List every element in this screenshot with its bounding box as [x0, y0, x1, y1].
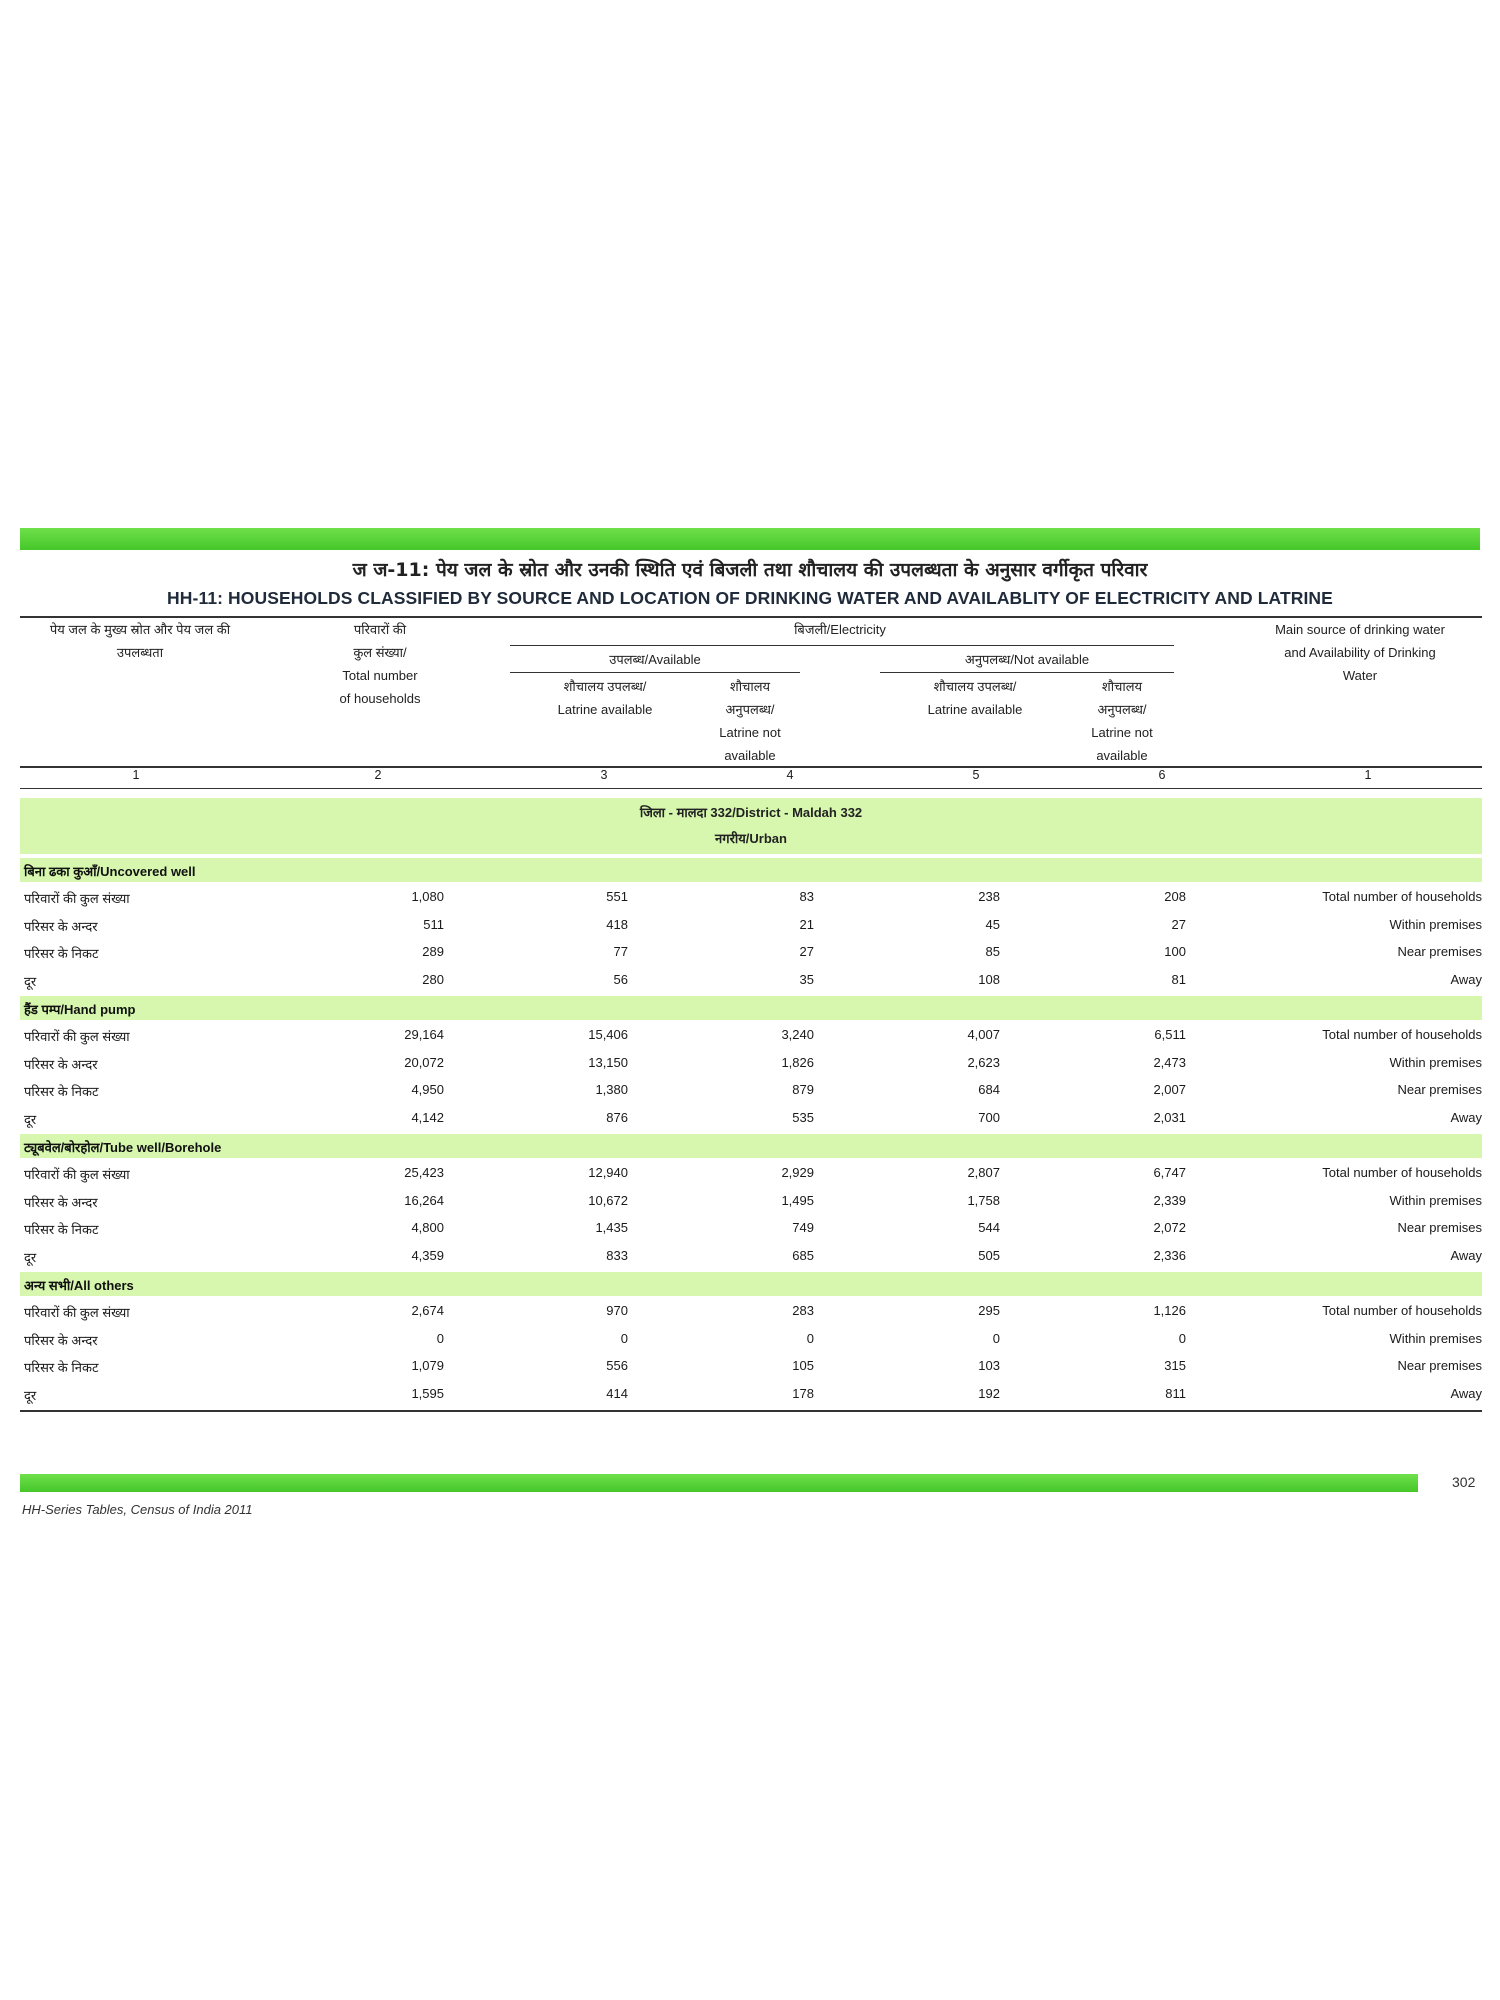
table-cell: 970 [606, 1303, 628, 1318]
row-label-english: Within premises [1389, 1330, 1482, 1346]
table-cell: 178 [792, 1385, 814, 1401]
row-label-hindi: दूर [24, 1387, 37, 1403]
table-cell: 833 [606, 1247, 628, 1263]
table-cell: 1,435 [595, 1220, 628, 1235]
table-cell: 108 [978, 971, 1000, 987]
table-cell: 1,126 [1153, 1303, 1186, 1318]
table-row [20, 1326, 1482, 1354]
section-title: हैंड पम्प/Hand pump [24, 1002, 136, 1017]
area-title: नगरीय/Urban [715, 831, 787, 846]
table-row [20, 1050, 1482, 1078]
table-cell: 4,950 [411, 1082, 444, 1097]
table-cell: 192 [978, 1385, 1000, 1401]
row-label-english: Away [1450, 1109, 1482, 1125]
row-label-hindi: परिवारों की कुल संख्या [24, 1305, 130, 1320]
table-cell: 0 [806, 1330, 814, 1346]
table-cell: 85 [985, 944, 1000, 959]
table-cell: 1,079 [411, 1358, 444, 1373]
available-rule [510, 672, 800, 673]
table-cell: 77 [613, 944, 628, 959]
row-label-hindi: परिवारों की कुल संख्या [24, 891, 130, 906]
section-band [20, 1272, 1482, 1296]
row-label-hindi: दूर [24, 1111, 37, 1127]
header-col5: शौचालय उपलब्ध/ Latrine available [927, 679, 1023, 717]
table-row [20, 1381, 1482, 1409]
row-label-english: Total number of households [1322, 889, 1482, 904]
table-cell: 13,150 [588, 1054, 628, 1070]
table-cell: 511 [423, 916, 444, 932]
table-cell: 3,240 [781, 1027, 814, 1042]
table-title-english: HH-11: HOUSEHOLDS CLASSIFIED BY SOURCE AND LOCATION OF DRINKING WATER AND AVAILABLITY OF ELECTRICITY AND LATRINE [167, 588, 1333, 608]
col-number: 1 [132, 768, 140, 782]
table-cell: 2,072 [1153, 1220, 1186, 1235]
table-row [20, 1105, 1482, 1133]
section-band [20, 996, 1482, 1020]
section-title: बिना ढका कुआँ/Uncovered well [24, 864, 196, 879]
table-cell: 556 [606, 1358, 628, 1373]
table-cell: 685 [792, 1247, 814, 1263]
col-number: 4 [786, 768, 794, 782]
top-green-bar [20, 528, 1480, 550]
table-cell: 1,495 [781, 1192, 814, 1208]
table-cell: 27 [799, 944, 814, 959]
table-cell: 1,080 [411, 889, 444, 904]
col-number: 1 [1364, 768, 1372, 782]
table-cell: 2,807 [967, 1165, 1000, 1180]
table-cell: 700 [978, 1109, 1000, 1125]
table-row [20, 1353, 1482, 1381]
table-cell: 25,423 [404, 1165, 444, 1180]
table-cell: 81 [1171, 971, 1186, 987]
table-cell: 35 [799, 971, 814, 987]
table-cell: 1,758 [967, 1192, 1000, 1208]
header-available: उपलब्ध/Available [609, 652, 701, 667]
table-row [20, 1188, 1482, 1216]
table-bottom-rule [20, 1410, 1482, 1412]
table-cell: 56 [613, 971, 628, 987]
header-col-last: Main source of drinking water and Availability of Drinking Water [1275, 622, 1445, 683]
table-cell: 6,747 [1153, 1165, 1186, 1180]
row-label-english: Total number of households [1322, 1165, 1482, 1180]
not-available-rule [880, 672, 1174, 673]
section-band [20, 858, 1482, 882]
row-label-english: Total number of households [1322, 1027, 1482, 1042]
table-cell: 2,929 [781, 1165, 814, 1180]
section-title: ट्यूबवेल/बोरहोल/Tube well/Borehole [24, 1140, 222, 1155]
table-row [20, 1160, 1482, 1188]
table-cell: 2,623 [967, 1054, 1000, 1070]
section-title: अन्य सभी/All others [24, 1278, 134, 1293]
bottom-green-bar [20, 1474, 1418, 1492]
row-label-hindi: दूर [24, 973, 37, 989]
row-label-english: Within premises [1389, 916, 1482, 932]
table-cell: 535 [792, 1109, 814, 1125]
table-cell: 0 [992, 1330, 1000, 1346]
row-label-hindi: परिवारों की कुल संख्या [24, 1167, 130, 1182]
row-label-hindi: दूर [24, 1249, 37, 1265]
section-band [20, 1134, 1482, 1158]
table-cell: 2,336 [1153, 1247, 1186, 1263]
row-label-english: Near premises [1397, 1358, 1482, 1373]
row-label-english: Within premises [1389, 1192, 1482, 1208]
table-cell: 2,674 [411, 1303, 444, 1318]
page-number: 302 [1452, 1474, 1476, 1490]
row-label-english: Away [1450, 1385, 1482, 1401]
col-number: 2 [374, 768, 382, 782]
table-cell: 100 [1164, 944, 1186, 959]
header-bottom-rule [20, 766, 1482, 768]
header-not-available: अनुपलब्ध/Not available [964, 652, 1090, 667]
table-cell: 418 [606, 916, 628, 932]
header-col6: शौचालय अनुपलब्ध/ Latrine not available [1091, 679, 1153, 763]
table-cell: 2,007 [1153, 1082, 1186, 1097]
district-title: जिला - मालदा 332/District - Maldah 332 [639, 805, 863, 820]
row-label-hindi: परिसर के निकट [24, 1222, 99, 1237]
table-cell: 103 [978, 1358, 1000, 1373]
table-cell: 0 [436, 1330, 444, 1346]
row-label-hindi: परिसर के निकट [24, 1084, 99, 1099]
table-cell: 105 [792, 1358, 814, 1373]
table-cell: 684 [978, 1082, 1000, 1097]
table-row [20, 1077, 1482, 1105]
table-row [20, 1022, 1482, 1050]
row-label-english: Near premises [1397, 1220, 1482, 1235]
table-cell: 544 [978, 1220, 1000, 1235]
table-cell: 15,406 [588, 1027, 628, 1042]
table-row [20, 884, 1482, 912]
table-cell: 4,142 [411, 1109, 444, 1125]
table-cell: 4,800 [411, 1220, 444, 1235]
electricity-rule [510, 645, 1174, 646]
table-row [20, 1215, 1482, 1243]
table-cell: 238 [978, 889, 1000, 904]
row-label-hindi: परिसर के अन्दर [24, 918, 98, 934]
table-cell: 45 [985, 916, 1000, 932]
row-label-hindi: परिसर के निकट [24, 946, 99, 961]
table-cell: 0 [1178, 1330, 1186, 1346]
col-number: 5 [972, 768, 980, 782]
table-row [20, 939, 1482, 967]
header-col2: परिवारों की कुल संख्या/ Total number of households [339, 622, 421, 706]
table-title-hindi: ज ज-11: पेय जल के स्रोत और उनकी स्थिति एवं बिजली तथा शौचालय की उपलब्धता के अनुसार वर्गीकृत परिवार [352, 559, 1148, 581]
row-label-english: Away [1450, 1247, 1482, 1263]
table-cell: 0 [620, 1330, 628, 1346]
row-label-english: Total number of households [1322, 1303, 1482, 1318]
table-cell: 1,595 [411, 1385, 444, 1401]
header-electricity: बिजली/Electricity [794, 622, 886, 637]
table-cell: 10,672 [588, 1192, 628, 1208]
table-cell: 12,940 [588, 1165, 628, 1180]
row-label-hindi: परिसर के अन्दर [24, 1194, 98, 1210]
table-cell: 2,473 [1153, 1054, 1186, 1070]
table-cell: 29,164 [404, 1027, 444, 1042]
table-cell: 1,380 [595, 1082, 628, 1097]
table-cell: 283 [792, 1303, 814, 1318]
table-cell: 1,826 [781, 1054, 814, 1070]
table-cell: 2,339 [1153, 1192, 1186, 1208]
table-row [20, 1243, 1482, 1271]
table-cell: 4,007 [967, 1027, 1000, 1042]
footer-text: HH-Series Tables, Census of India 2011 [22, 1502, 253, 1517]
row-label-hindi: परिसर के निकट [24, 1360, 99, 1375]
table-cell: 16,264 [404, 1192, 444, 1208]
table-row [20, 967, 1482, 995]
table-row [20, 1298, 1482, 1326]
row-label-hindi: परिसर के अन्दर [24, 1056, 98, 1072]
row-label-english: Away [1450, 971, 1482, 987]
table-cell: 4,359 [411, 1247, 444, 1263]
table-cell: 505 [978, 1247, 1000, 1263]
table-cell: 876 [606, 1109, 628, 1125]
table-cell: 811 [1165, 1385, 1186, 1401]
table-cell: 879 [792, 1082, 814, 1097]
table-cell: 6,511 [1154, 1027, 1186, 1042]
table-cell: 83 [799, 889, 814, 904]
table-cell: 551 [606, 889, 628, 904]
table-cell: 280 [422, 971, 444, 987]
header-col3: शौचालय उपलब्ध/ Latrine available [557, 679, 653, 717]
row-label-english: Near premises [1397, 1082, 1482, 1097]
table-cell: 414 [606, 1385, 628, 1401]
row-label-english: Within premises [1389, 1054, 1482, 1070]
table-cell: 315 [1164, 1358, 1186, 1373]
col-number: 6 [1158, 768, 1166, 782]
table-row [20, 912, 1482, 940]
row-label-hindi: परिसर के अन्दर [24, 1332, 98, 1348]
table-cell: 2,031 [1153, 1109, 1186, 1125]
row-label-english: Near premises [1397, 944, 1482, 959]
table-cell: 21 [799, 916, 814, 932]
table-cell: 289 [422, 944, 444, 959]
table-cell: 749 [792, 1220, 814, 1235]
col-number: 3 [600, 768, 608, 782]
table-cell: 295 [978, 1303, 1000, 1318]
table-cell: 20,072 [404, 1054, 444, 1070]
header-col1: पेय जल के मुख्य स्रोत और पेय जल की उपलब्धता [49, 622, 231, 660]
table-cell: 208 [1164, 889, 1186, 904]
row-label-hindi: परिवारों की कुल संख्या [24, 1029, 130, 1044]
colnum-rule [20, 788, 1482, 789]
table-cell: 27 [1171, 916, 1186, 932]
header-col4: शौचालय अनुपलब्ध/ Latrine not available [719, 679, 781, 763]
